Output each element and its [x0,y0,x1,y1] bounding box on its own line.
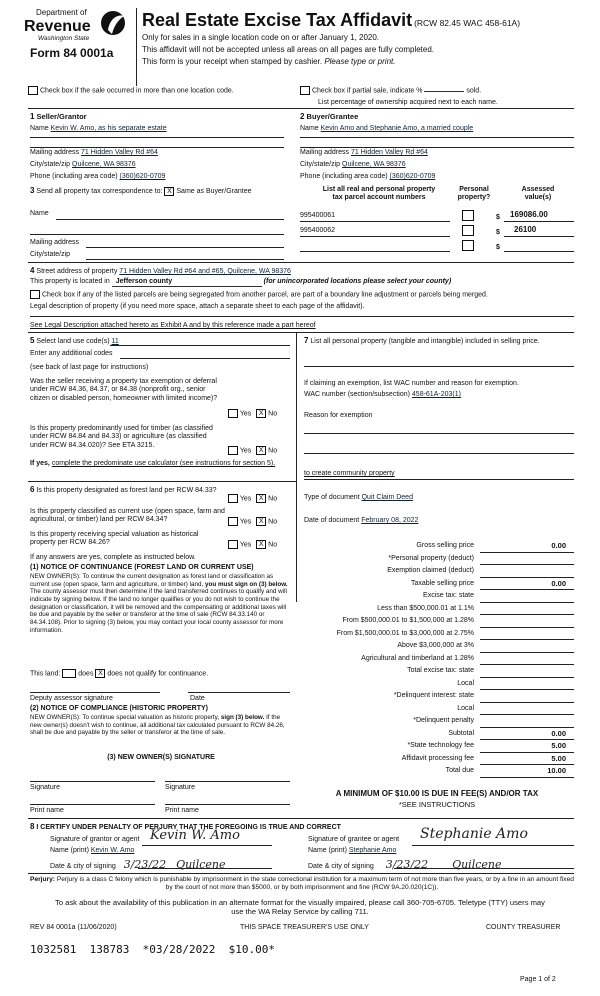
yes-label: Yes [239,447,252,455]
tax-row [300,540,574,553]
doc-type-label: Type of document [304,494,360,501]
yes-label: Yes [239,410,252,418]
tax-row [300,753,574,766]
grantor-name-label: Name (print) [50,847,89,854]
exemption-question: Was the seller receiving a property tax exemption or deferral under RCW 84.36, 84.37, or 84.38 (nonprofit org., senior citizen or disabled person, homeowner with limited income)? [30,378,218,402]
tax-row-label: Total due [445,767,474,774]
tax-row-label: Above $3,000,000 at 3% [397,642,474,649]
grantee-name[interactable]: Stephanie Amo [348,847,397,854]
tax-row [300,553,574,566]
grantor-date-label: Date & city of signing [50,863,116,870]
tax-row [300,578,574,591]
seller-name[interactable]: Kevin W. Amo, as his separate estate [50,125,167,132]
seller-phone[interactable]: (360)620-0709 [119,173,166,180]
seller-mailing-label: Mailing address [30,149,80,156]
notice1-title: (1) NOTICE OF CONTINUANCE (FOREST LAND OR CURRENT USE) [30,564,254,571]
notice1-bold: you must sign on (3) below. [205,580,288,588]
current-use-question: Is this property classified as current use (open space, farm and agricultural, or timber) land per RCW 84.34? [30,508,225,524]
current-use-yes-checkbox[interactable] [228,517,238,526]
if-yes-bold: If yes, [30,460,50,467]
tax-row [300,703,574,716]
buyer-heading [300,112,358,122]
tax-row-label: *Delinquent interest: state [393,692,474,699]
forest-question [30,485,226,495]
alt-format-note: To ask about the availability of this publication in an alternate format for the visually impaired, please call 360-705-6705. Teletype (TTY) users may use the WA Relay Service by calling 711. [55,898,545,917]
tax-row [300,565,574,578]
if-any-note: If any answers are yes, complete as instructed below. [30,554,196,561]
table-row [300,225,574,239]
forest-answer [228,494,277,504]
tax-row [300,665,574,678]
certify-text: I CERTIFY UNDER PENALTY OF PERJURY THAT THE FOREGOING IS TRUE AND CORRECT [36,824,341,831]
tax-row [300,690,574,703]
buyer-mailing[interactable]: 71 Hidden Valley Rd #64 [350,149,428,156]
county-row [30,278,451,287]
section7-text: List all personal property (tangible and intangible) included in selling price. [310,338,540,345]
timber-yes-checkbox[interactable] [228,446,238,455]
tax-row-label: Local [457,679,474,687]
if-yes-note [30,460,290,468]
multi-location-label: Check box if the sale occurred in more than one location code. [39,87,234,95]
currency-symbol: $ [496,244,500,251]
buyer-phone[interactable]: (360)620-0709 [389,173,436,180]
same-as-buyer-checkbox[interactable]: X [164,187,174,196]
no-label: No [268,447,278,455]
section7-num: 7 [304,336,309,345]
exemption-no-checkbox[interactable]: X [256,409,266,418]
seller-phone-row [30,173,165,181]
no-label: No [268,495,278,503]
tax-row-value[interactable]: 0.00 [551,728,566,738]
reason-label: Reason for exemption [304,412,373,419]
section3-city-label: City/state/zip [30,251,71,258]
dor-logo-icon [100,8,126,38]
buyer-phone-row [300,173,435,181]
tax-row [300,740,574,753]
exemption-yes-checkbox[interactable] [228,409,238,418]
tax-row-label: From $1,500,000.01 to $3,000,000 at 2.75% [336,629,474,637]
seller-heading [30,112,87,122]
tax-row [300,678,574,691]
tax-row-label: Total excise tax: state [407,667,474,674]
notice2-bold: sign (3) below. [220,714,265,721]
tax-row-label: From $500,000.01 to $1,500,000 at 1.28% [342,617,474,624]
no-label: No [268,518,278,526]
wac-label: WAC number (section/subsection) [304,391,410,398]
historical-question: Is this property receiving special valuation as historical property per RCW 84.26? [30,531,199,547]
parcel-col3-head [502,186,574,203]
parcel-col3-a: Assessed [521,186,555,193]
tax-row-label: *Delinquent penalty [413,717,474,724]
notice2-body-a: NEW OWNER(S): To continue special valuation as historic property, [30,714,220,721]
historical-yes-checkbox[interactable] [228,540,238,549]
tax-row-value[interactable]: 0.00 [551,578,566,588]
tax-row-value[interactable]: 0.00 [551,541,566,550]
legal-description-label: Legal description of property (if you need more space, attach a separate sheet to each page of the affidavit). [30,303,365,310]
section5-num: 5 [30,336,35,345]
tax-row-label: *Personal property (deduct) [388,554,474,562]
tax-row [300,590,574,603]
perjury-note [30,876,574,892]
personal-property-checkbox[interactable] [462,225,474,236]
yes-label: Yes [239,541,252,549]
land-does-not-checkbox[interactable]: X [95,669,105,678]
buyer-name-row [300,125,473,133]
ownership-note: List percentage of ownership acquired next to each name. [318,99,498,106]
tax-row-label: Subtotal [448,729,474,737]
rev-number: REV 84 0001a (11/06/2020) [30,924,117,931]
buyer-name-label: Name [300,125,319,132]
parcel-col2-head [452,186,496,203]
notice1-body [30,573,292,634]
forest-text: Is this property designated as forest land per RCW 84.33? [36,487,217,494]
tax-row-label: Agricultural and timberland at 1.28% [361,654,474,662]
buyer-city-label: City/state/zip [300,161,341,168]
page-number: Page 1 of 2 [520,976,556,983]
tax-row [300,628,574,641]
section3-name-label: Name [30,210,49,217]
treasurer-stamp: 1032581 138783 *03/28/2022 $10.00* [30,943,276,956]
parcel-col1-a: List all real and personal property [322,186,436,193]
doc-type-row [304,494,413,502]
section3-mailing-label: Mailing address [30,239,80,246]
partial-sale-checkbox[interactable] [300,86,310,95]
dor-logo [24,6,132,62]
form-number: Form 84 0001a [30,46,114,60]
buyer-phone-label: Phone (including area code) [300,173,388,180]
notice2-title: (2) NOTICE OF COMPLIANCE (HISTORIC PROPERTY) [30,705,208,712]
assessed-value[interactable]: 169086.00 [510,210,548,219]
see-instructions: *SEE INSTRUCTIONS [398,800,476,809]
parcel-col2-b: property? [457,194,491,202]
parcel-number[interactable]: 995400061 [300,212,336,219]
tax-row [300,728,574,741]
county-label: This property is located in [30,278,110,285]
current-use-answer [228,517,277,527]
timber-question: Is this property predominantly used for timber (as classified under RCW 84.84 and 84.33) or agriculture (as classified under RCW 84.34.020)? See ETA 3215. [30,425,213,449]
land-use-code[interactable]: 11 [111,338,119,345]
multi-location-checkbox[interactable] [28,86,38,95]
form-title: Real Estate Excise Tax Affidavit [142,10,413,30]
additional-codes-label: Enter any additional codes [30,350,113,357]
type-note: Please type or print. [324,57,396,66]
seller-num: 1 [30,112,35,121]
owner-print-label-1: Print name [30,807,64,814]
tax-row-label: Excise tax: state [423,592,474,599]
exemption-answer [228,409,277,419]
parcel-col3-b: value(s) [524,194,552,202]
grantee-date-row [308,858,501,871]
buyer-mailing-row [300,149,428,157]
tax-row-label: Affidavit processing fee [401,754,474,762]
notice1-body-a: NEW OWNER(S): To continue the current designation as forest land or classification as current use (open space, farm and agriculture, or timber) land, [30,573,274,588]
this-land-row [30,669,208,679]
street-label: Street address of property [36,268,118,275]
minimum-due-note: A MINIMUM OF $10.00 IS DUE IN FEE(S) AND/OR TAX [335,789,539,798]
tax-row-value[interactable]: 5.00 [551,753,566,763]
grantee-date-label: Date & city of signing [308,863,374,870]
receipt-note: This form is your receipt when stamped by cashier. [142,57,323,66]
no-label: No [268,410,278,418]
perjury-text: Perjury is a class C felony which is punishable by imprisonment in the state correctional institution for a maximum term of not more than five years, or by a fine in an amount fixed by the court of not more than $5000, or by both imprisonment and fine (RCW 9A.20.020(1C)). [56,876,574,891]
assessed-value[interactable]: 26100 [514,225,537,234]
seller-title: Seller/Grantor [36,112,87,121]
doc-date-label: Date of document [304,517,360,524]
tax-row [300,765,574,778]
buyer-num: 2 [300,112,305,121]
if-yes-text: complete the predominate use calculator (see instructions for section 5). [51,460,276,467]
this-land-label: This land: [30,670,61,678]
form-title-line [142,10,520,32]
land-use-row [30,336,119,346]
revenue-wordmark: Revenue [24,18,91,35]
seller-mailing[interactable]: 71 Hidden Valley Rd #64 [80,149,158,156]
personal-property-checkbox[interactable] [462,210,474,221]
notice2-body-b: If the new owner(s) doesn't wish to continue, all additional tax calculated pursuant to RCW 84.26, shall be due and payable by the seller or transferor at the time of sale. [30,714,285,737]
header-line1: Only for sales in a single location code on or after January 1, 2020. [142,33,380,42]
grantor-name[interactable]: Kevin W. Amo [90,847,135,854]
currency-symbol: $ [496,214,500,221]
partial-sale-check [300,86,481,96]
segregated-row [30,290,488,300]
timber-no-checkbox[interactable]: X [256,446,266,455]
exemption-reason[interactable]: to create community property [304,470,395,477]
personal-property-checkbox[interactable] [462,240,474,251]
yes-label: Yes [239,495,252,503]
section6-num: 6 [30,485,35,494]
seller-city-row [30,161,136,169]
tax-row-value[interactable]: 5.00 [551,741,566,750]
buyer-mailing-label: Mailing address [300,149,350,156]
owner-sig-label-2: Signature [165,784,195,791]
same-as-buyer-label: Same as Buyer/Grantee [176,188,252,195]
forest-no-checkbox[interactable]: X [256,494,266,503]
grantee-name-label: Name (print) [308,847,347,854]
segregated-checkbox[interactable] [30,290,40,299]
legal-description-value[interactable]: See Legal Description attached hereto as Exhibit A and by this reference made a part hereof [30,322,316,329]
owner-sig-label-1: Signature [30,784,60,791]
header-line3 [142,57,395,67]
tax-row [300,640,574,653]
partial-sale-sold: sold. [466,87,482,95]
treasurer-only: THIS SPACE TREASURER'S USE ONLY [240,924,369,931]
header-line2: This affidavit will not be accepted unless all areas on all pages are fully completed. [142,45,435,54]
doc-type[interactable]: Quit Claim Deed [361,494,413,501]
seller-phone-label: Phone (including area code) [30,173,118,180]
grantor-city[interactable]: Quilcene [176,858,226,871]
grantee-date[interactable]: 3/23/22 [385,858,429,871]
buyer-title: Buyer/Grantee [306,112,359,121]
land-use-label: Select land use code(s) [36,338,110,345]
grantor-name-row [50,847,134,855]
current-use-no-checkbox[interactable]: X [256,517,266,526]
grantee-sig-label: Signature of grantee or agent [308,836,400,843]
seller-city[interactable]: Quilcene, WA 98376 [72,161,136,168]
new-owner-sig-title: (3) NEW OWNER(S) SIGNATURE [107,754,215,761]
county-note: (for unincorporated locations please select your county) [263,278,452,285]
land-does-checkbox[interactable] [62,669,76,678]
tax-row [300,615,574,628]
currency-symbol: $ [496,229,500,236]
grantor-date[interactable]: 3/23/22 [123,858,167,871]
grantor-date-row [50,858,225,871]
doc-date-row [304,517,418,525]
tax-row-label: Gross selling price [416,542,474,549]
seller-mailing-row [30,149,158,157]
does-label: does [78,670,94,678]
parcel-col2-a: Personal [459,186,489,193]
deputy-date-label: Date [190,695,205,702]
historical-no-checkbox[interactable]: X [256,540,266,549]
see-back-note: (see back of last page for instructions) [30,364,149,371]
forest-yes-checkbox[interactable] [228,494,238,503]
no-label: No [268,541,278,549]
wac-number[interactable]: 458-61A-203(1) [411,391,461,398]
exemption-claim-label: If claiming an exemption, list WAC number and reason for exemption. [304,380,519,387]
tax-row [300,653,574,666]
wac-row [304,391,461,399]
section3-num: 3 [30,186,35,195]
segregated-label: Check box if any of the listed parcels are being segregated from another parcel, are part of a boundary line adjustment or parcels being merged. [41,291,488,299]
grantee-name-row [308,847,396,855]
table-row [300,210,574,224]
tax-row-label: Exemption claimed (deduct) [387,567,474,574]
seller-name-row [30,125,284,133]
historical-answer [228,540,277,550]
deputy-sig-label: Deputy assessor signature [30,695,113,702]
tax-row-label: Local [457,704,474,712]
notice1-body-b: The county assessor must then determine if the land transferred continues to qualify and will indicate by signing below. If the land no longer qualifies or you do not wish to continue the designation or classification, it will be removed and the compensating or additional taxes will be due and payable by the seller or transferor at the time of sale (RCW 84.33.140 or 84.34.108). Prior to signing (3) below, you may contact your local county assessor for more information. [30,588,287,634]
notice2-body [30,714,292,737]
table-row [300,240,574,254]
does-not-label: does not qualify for continuance. [107,670,209,678]
buyer-city-row [300,161,406,169]
state-label: Washington State [38,35,90,42]
grantor-sig-label: Signature of grantor or agent [50,836,140,843]
dept-label: Department of [36,8,87,17]
tax-row-label: Taxable selling price [410,579,474,587]
perjury-bold: Perjury: [30,876,55,883]
seller-city-label: City/state/zip [30,161,71,168]
street-address-row [30,266,291,276]
yes-label: Yes [239,518,252,526]
correspondence-row [30,186,251,196]
tax-row-label: Less than $500,000.01 at 1.1% [377,604,474,612]
tax-row [300,603,574,616]
form-rcw: (RCW 82.45 WAC 458-61A) [414,18,521,28]
tax-row-value[interactable]: 10.00 [547,766,566,775]
parcel-col1-head [304,186,454,203]
seller-name-label: Name [30,125,49,132]
timber-answer [228,446,277,456]
partial-sale-blank[interactable] [424,91,464,92]
parcel-number[interactable]: 995400062 [300,227,336,234]
doc-date[interactable]: February 08, 2022 [361,517,419,524]
section8-num: 8 [30,822,35,831]
buyer-city[interactable]: Quilcene, WA 98376 [342,161,406,168]
tax-row-label: *State technology fee [407,742,474,749]
grantee-city[interactable]: Quilcene [452,858,502,871]
section4-num: 4 [30,266,35,275]
parcel-col1-b: tax parcel account numbers [332,194,426,202]
buyer-name[interactable]: Kevin Amo and Stephanie Amo, a married couple [320,125,474,132]
grantor-signature[interactable]: Kevin W. Amo [150,828,240,843]
multi-location-check [28,86,234,96]
grantee-signature[interactable]: Stephanie Amo [420,826,528,842]
tax-row [300,715,574,728]
partial-sale-label: Check box if partial sale, indicate % [311,87,423,95]
county-treasurer: COUNTY TREASURER [486,924,561,931]
street-address[interactable]: 71 Hidden Valley Rd #64 and #65, Quilcene, WA 98376 [119,268,291,275]
county-select[interactable]: Jefferson county [112,278,262,287]
correspondence-label: Send all property tax correspondence to: [36,188,163,195]
personal-property-note [304,336,566,346]
owner-print-label-2: Print name [165,807,199,814]
